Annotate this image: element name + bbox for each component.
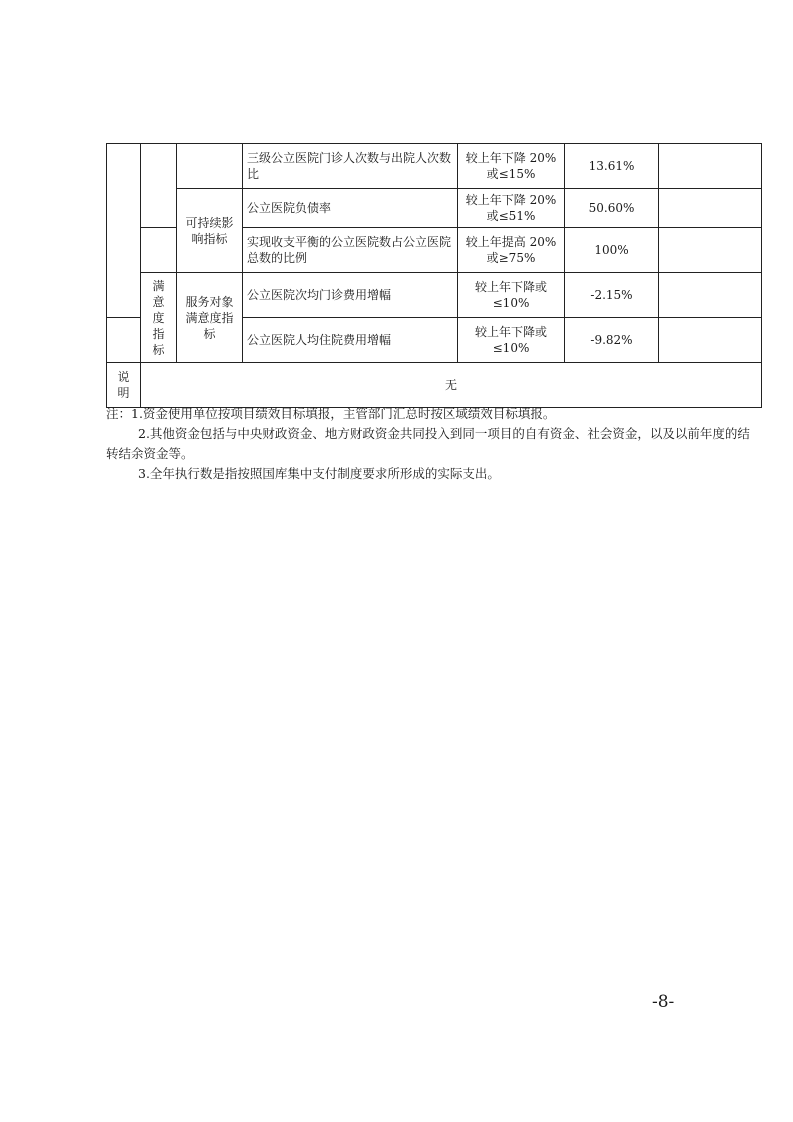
target-cell: 较上年下降或≤10% — [458, 318, 565, 363]
target-cell: 较上年提高 20%或≥75% — [458, 228, 565, 273]
actual-cell: -9.82% — [565, 318, 659, 363]
level2-char: 指 — [152, 326, 165, 341]
explain-char: 明 — [117, 386, 130, 400]
level2-char: 度 — [152, 310, 165, 325]
target-cell: 较上年下降 20%或≤51% — [458, 189, 565, 228]
target-cell: 较上年下降 20%或≤15% — [458, 144, 565, 189]
level2-char: 标 — [152, 342, 165, 357]
level2-cell — [141, 144, 177, 228]
remark-cell — [659, 318, 762, 363]
note-line: 3.全年执行数是指按照国库集中支付制度要求所形成的实际支出。 — [138, 466, 500, 481]
note-line: 注：1.资金使用单位按项目绩效目标填报，主管部门汇总时按区域绩效目标填报。 — [106, 406, 556, 421]
indicator-cell: 实现收支平衡的公立医院数占公立医院总数的比例 — [243, 228, 458, 273]
performance-table — [106, 143, 762, 408]
remark-cell — [659, 144, 762, 189]
level2-cell — [141, 228, 177, 273]
remark-cell — [659, 189, 762, 228]
actual-cell: 13.61% — [565, 144, 659, 189]
indicator-cell: 公立医院负债率 — [243, 189, 458, 228]
actual-cell: 50.60% — [565, 189, 659, 228]
level2-char: 满 — [152, 278, 165, 293]
remark-cell — [659, 228, 762, 273]
level2-satisfaction-cell — [141, 273, 177, 363]
explain-char: 说 — [117, 370, 130, 384]
level3-service-cell: 服务对象满意度指标 — [177, 273, 243, 363]
indicator-cell: 公立医院次均门诊费用增幅 — [243, 273, 458, 318]
explain-value-cell: 无 — [141, 363, 762, 408]
actual-cell: 100% — [565, 228, 659, 273]
level1-cell — [107, 318, 141, 363]
level3-sustain-cell: 可持续影响指标 — [177, 189, 243, 273]
level3-cell — [177, 144, 243, 189]
level2-char: 意 — [152, 294, 165, 309]
notes-block — [106, 404, 761, 484]
page-number: -8- — [652, 992, 675, 1012]
explain-label-cell — [107, 363, 141, 408]
actual-cell: -2.15% — [565, 273, 659, 318]
note-line: 2.其他资金包括与中央财政资金、地方财政资金共同投入到同一项目的自有资金、社会资金，以及以前年度的结转结余资金等。 — [106, 426, 750, 461]
target-cell: 较上年下降或≤10% — [458, 273, 565, 318]
remark-cell — [659, 273, 762, 318]
indicator-cell: 三级公立医院门诊人次数与出院人次数比 — [243, 144, 458, 189]
level1-cell — [107, 144, 141, 318]
indicator-cell: 公立医院人均住院费用增幅 — [243, 318, 458, 363]
